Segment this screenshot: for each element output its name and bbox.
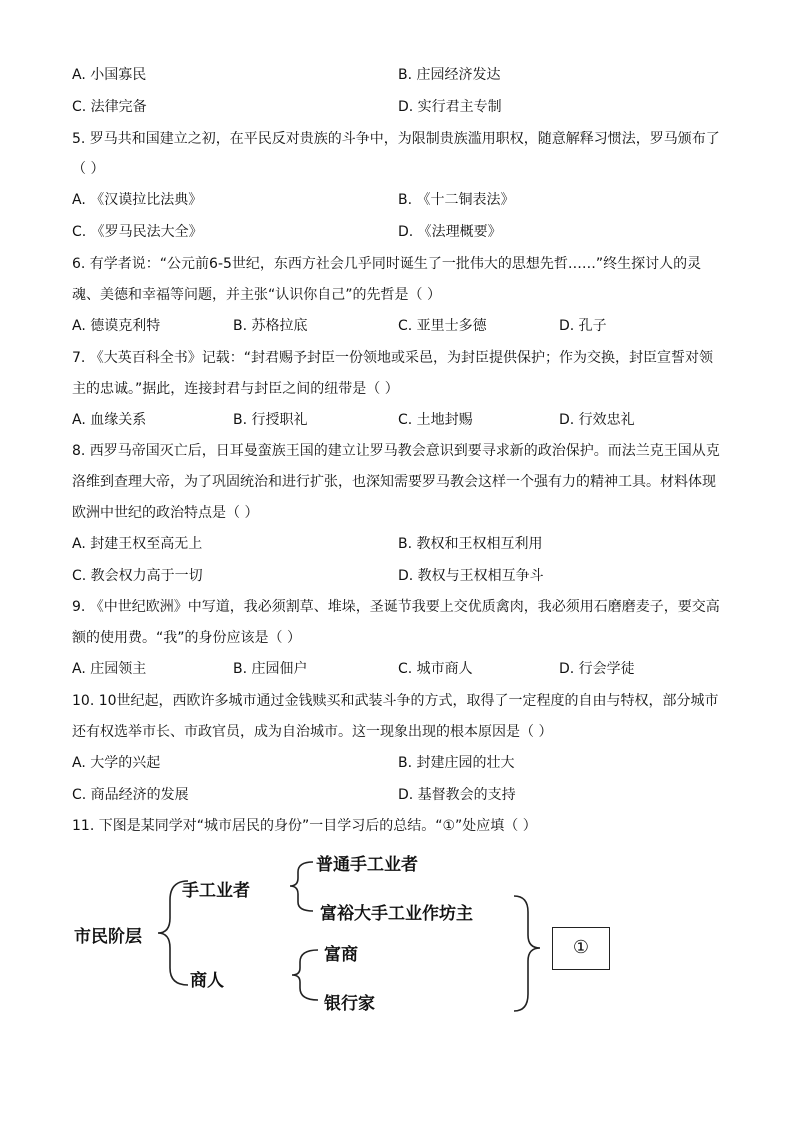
diagram-item-rich-merchant: 富商	[324, 945, 358, 965]
q10-stem-line1: 10. 10世纪起，西欧许多城市通过金钱赎买和武装斗争的方式，取得了一定程度的自由与特权，部分城市	[72, 693, 719, 709]
q7-option-b: B. 行授职礼	[233, 412, 308, 428]
q9-stem-line1: 9. 《中世纪欧洲》中写道，我必须割草、堆垛，圣诞节我要上交优质禽肉，我必须用石磨磨麦子，要交高	[72, 599, 720, 615]
q8-option-b: B. 教权和王权相互利用	[398, 536, 543, 552]
q6-option-b: B. 苏格拉底	[233, 318, 308, 334]
q6-option-a: A. 德谟克利特	[72, 318, 161, 334]
q9-option-a: A. 庄园领主	[72, 661, 147, 677]
diagram-branch-merchants: 商人	[190, 971, 224, 991]
q10-stem-line2: 还有权选举市长、市政官员，成为自治城市。这一现象出现的根本原因是（ ）	[72, 724, 553, 740]
combine-brace	[514, 896, 540, 1011]
q7-option-a: A. 血缘关系	[72, 412, 147, 428]
q6-option-d: D. 孔子	[559, 318, 607, 334]
q6-stem-line1: 6. 有学者说：“公元前6-5世纪，东西方社会几乎同时诞生了一批伟大的思想先哲……”终生探讨人的灵	[72, 256, 702, 272]
diagram-item-ordinary-artisan: 普通手工业者	[316, 855, 418, 875]
q10-option-b: B. 封建庄园的壮大	[398, 755, 515, 771]
q8-stem-line1: 8. 西罗马帝国灭亡后，日耳曼蛮族王国的建立让罗马教会意识到要寻求新的政治保护。而法兰克王国从克	[72, 443, 720, 459]
merchant-brace	[292, 950, 318, 1000]
q7-option-d: D. 行效忠礼	[559, 412, 635, 428]
q5-option-a: A. 《汉谟拉比法典》	[72, 192, 203, 208]
q8-stem-line3: 欧洲中世纪的政治特点是（ ）	[72, 505, 259, 521]
q5-option-d: D. 《法理概要》	[398, 224, 502, 240]
diagram-answer-box	[552, 927, 610, 970]
q8-option-c: C. 教会权力高于一切	[72, 568, 203, 584]
diagram-answer-marker: ①	[572, 937, 590, 958]
q5-option-b: B. 《十二铜表法》	[398, 192, 515, 208]
q10-option-a: A. 大学的兴起	[72, 755, 161, 771]
q8-option-d: D. 教权与王权相互争斗	[398, 568, 544, 584]
diagram-item-rich-workshop-owner: 富裕大手工业作坊主	[320, 904, 473, 924]
q4-option-a: A. 小国寡民	[72, 67, 147, 83]
q7-stem-line2: 主的忠诚。”据此，连接封君与封臣之间的纽带是（ ）	[72, 381, 399, 397]
q9-option-d: D. 行会学徒	[559, 661, 635, 677]
q8-stem-line2: 洛维到查理大帝，为了巩固统治和进行扩张，也深知需要罗马教会这样一个强有力的精神工具。材料体现	[72, 474, 716, 490]
q6-stem-line2: 魂、美德和幸福等问题，并主张“认识你自己”的先哲是（ ）	[72, 287, 441, 303]
diagram-root-label: 市民阶层	[74, 927, 142, 947]
q5-stem-line1: 5. 罗马共和国建立之初，在平民反对贵族的斗争中，为限制贵族滥用职权，随意解释习惯法，罗马颁布了	[72, 131, 720, 147]
q8-option-a: A. 封建王权至高无上	[72, 536, 203, 552]
q4-option-c: C. 法律完备	[72, 99, 147, 115]
q10-option-c: C. 商品经济的发展	[72, 787, 189, 803]
q4-option-b: B. 庄园经济发达	[398, 67, 501, 83]
q7-stem-line1: 7. 《大英百科全书》记载：“封君赐予封臣一份领地或采邑，为封臣提供保护；作为交换，封臣宣誓对领	[72, 350, 714, 366]
q9-option-b: B. 庄园佃户	[233, 661, 308, 677]
q11-stem: 11. 下图是某同学对“城市居民的身份”一目学习后的总结。“①”处应填（ ）	[72, 818, 537, 834]
q9-stem-line2: 额的使用费。“我”的身份应该是（ ）	[72, 630, 301, 646]
diagram-item-banker: 银行家	[324, 994, 375, 1014]
q10-option-d: D. 基督教会的支持	[398, 787, 516, 803]
q5-option-c: C. 《罗马民法大全》	[72, 224, 203, 240]
q4-option-d: D. 实行君主专制	[398, 99, 502, 115]
diagram-branch-artisans: 手工业者	[182, 881, 250, 901]
q6-option-c: C. 亚里士多德	[398, 318, 487, 334]
q9-option-c: C. 城市商人	[398, 661, 473, 677]
q7-option-c: C. 土地封赐	[398, 412, 473, 428]
artisan-brace	[290, 862, 313, 911]
q5-stem-line2: （ ）	[72, 161, 105, 177]
